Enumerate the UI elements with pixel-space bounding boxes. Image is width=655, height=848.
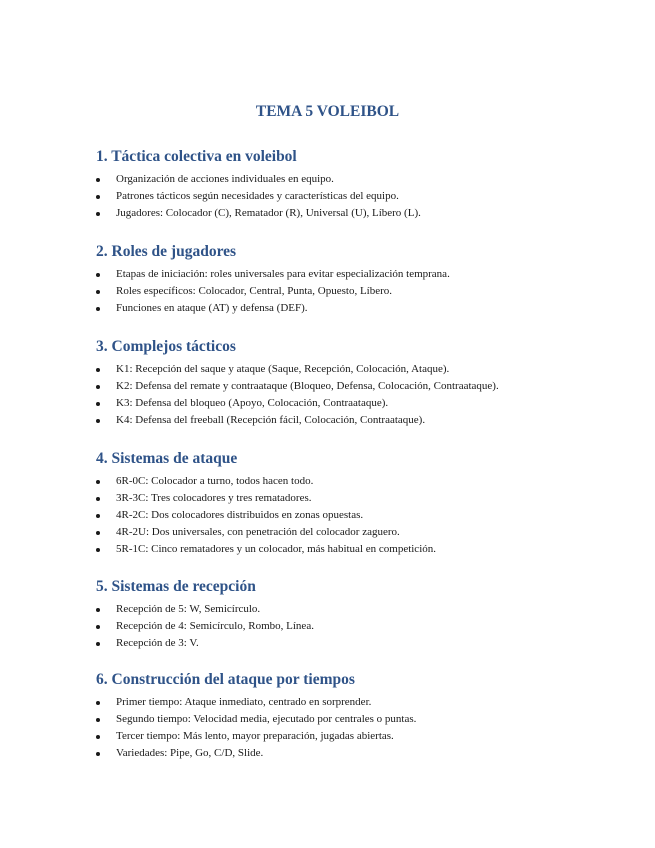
section-construccion-ataque — [96, 670, 616, 762]
list-item-text: Segundo tiempo: Velocidad media, ejecutado por centrales o puntas. — [116, 713, 417, 725]
list-item-text: Patrones tácticos según necesidades y características del equipo. — [116, 190, 399, 202]
bullet-icon — [96, 625, 100, 629]
bullet-icon — [96, 368, 100, 372]
bullet-icon — [96, 514, 100, 518]
bullet-icon — [96, 752, 100, 756]
bullet-icon — [96, 290, 100, 294]
list-item — [96, 541, 616, 558]
list-item — [96, 188, 616, 205]
bullet-icon — [96, 608, 100, 612]
bullet-list — [96, 694, 616, 762]
bullet-icon — [96, 419, 100, 423]
list-item — [96, 378, 616, 395]
section-heading: 4. Sistemas de ataque — [96, 450, 238, 467]
bullet-icon — [96, 718, 100, 722]
bullet-icon — [96, 497, 100, 501]
bullet-list — [96, 266, 616, 317]
list-item-text: Recepción de 5: W, Semicírculo. — [116, 603, 261, 615]
bullet-icon — [96, 402, 100, 406]
list-item-text: Jugadores: Colocador (C), Rematador (R), Universal (U), Líbero (L). — [116, 207, 421, 219]
list-item — [96, 635, 616, 652]
bullet-icon — [96, 548, 100, 552]
list-item-text: Funciones en ataque (AT) y defensa (DEF). — [116, 302, 308, 314]
list-item — [96, 205, 616, 222]
list-item — [96, 395, 616, 412]
bullet-icon — [96, 178, 100, 182]
list-item-text: Tercer tiempo: Más lento, mayor preparación, jugadas abiertas. — [116, 730, 394, 742]
list-item-text: Roles específicos: Colocador, Central, Punta, Opuesto, Líbero. — [116, 285, 393, 297]
list-item-text: K2: Defensa del remate y contraataque (Bloqueo, Defensa, Colocación, Contraataque). — [116, 380, 499, 392]
list-item-text: K4: Defensa del freeball (Recepción fácil, Colocación, Contraataque). — [116, 414, 426, 426]
list-item — [96, 266, 616, 283]
bullet-icon — [96, 701, 100, 705]
list-item-text: 4R-2C: Dos colocadores distribuidos en zonas opuestas. — [116, 509, 364, 521]
section-tactica-colectiva — [96, 147, 616, 222]
bullet-list — [96, 473, 616, 558]
section-heading: 6. Construcción del ataque por tiempos — [96, 671, 355, 688]
section-heading: 3. Complejos tácticos — [96, 338, 236, 355]
list-item-text: 5R-1C: Cinco rematadores y un colocador, más habitual en competición. — [116, 543, 436, 555]
list-item — [96, 745, 616, 762]
bullet-icon — [96, 480, 100, 484]
list-item — [96, 412, 616, 429]
list-item — [96, 171, 616, 188]
list-item — [96, 618, 616, 635]
list-item-text: Recepción de 4: Semicírculo, Rombo, Línea. — [116, 620, 314, 632]
bullet-icon — [96, 385, 100, 389]
bullet-icon — [96, 735, 100, 739]
list-item-text: Organización de acciones individuales en equipo. — [116, 173, 334, 185]
list-item — [96, 711, 616, 728]
bullet-list — [96, 361, 616, 429]
list-item — [96, 283, 616, 300]
list-item-text: Recepción de 3: V. — [116, 637, 199, 649]
section-sistemas-recepcion — [96, 577, 616, 652]
section-heading: 5. Sistemas de recepción — [96, 578, 256, 595]
list-item — [96, 490, 616, 507]
list-item — [96, 524, 616, 541]
list-item — [96, 473, 616, 490]
bullet-icon — [96, 195, 100, 199]
list-item-text: 3R-3C: Tres colocadores y tres rematadores. — [116, 492, 312, 504]
section-heading: 1. Táctica colectiva en voleibol — [96, 148, 297, 165]
bullet-list — [96, 601, 616, 652]
list-item — [96, 728, 616, 745]
list-item-text: Variedades: Pipe, Go, C/D, Slide. — [116, 747, 264, 759]
section-sistemas-ataque — [96, 449, 616, 558]
section-complejos-tacticos — [96, 337, 616, 429]
bullet-icon — [96, 273, 100, 277]
list-item-text: Primer tiempo: Ataque inmediato, centrado en sorprender. — [116, 696, 372, 708]
section-roles-jugadores — [96, 242, 616, 317]
list-item-text: K1: Recepción del saque y ataque (Saque, Recepción, Colocación, Ataque). — [116, 363, 450, 375]
section-heading: 2. Roles de jugadores — [96, 243, 237, 260]
list-item — [96, 361, 616, 378]
document-title: TEMA 5 VOLEIBOL — [255, 103, 400, 120]
bullet-icon — [96, 212, 100, 216]
bullet-icon — [96, 307, 100, 311]
list-item — [96, 300, 616, 317]
list-item — [96, 601, 616, 618]
list-item-text: K3: Defensa del bloqueo (Apoyo, Colocación, Contraataque). — [116, 397, 389, 409]
bullet-list — [96, 171, 616, 222]
list-item — [96, 507, 616, 524]
bullet-icon — [96, 642, 100, 646]
list-item — [96, 694, 616, 711]
bullet-icon — [96, 531, 100, 535]
list-item-text: 4R-2U: Dos universales, con penetración del colocador zaguero. — [116, 526, 400, 538]
list-item-text: Etapas de iniciación: roles universales para evitar especialización temprana. — [116, 268, 450, 280]
list-item-text: 6R-0C: Colocador a turno, todos hacen todo. — [116, 475, 314, 487]
